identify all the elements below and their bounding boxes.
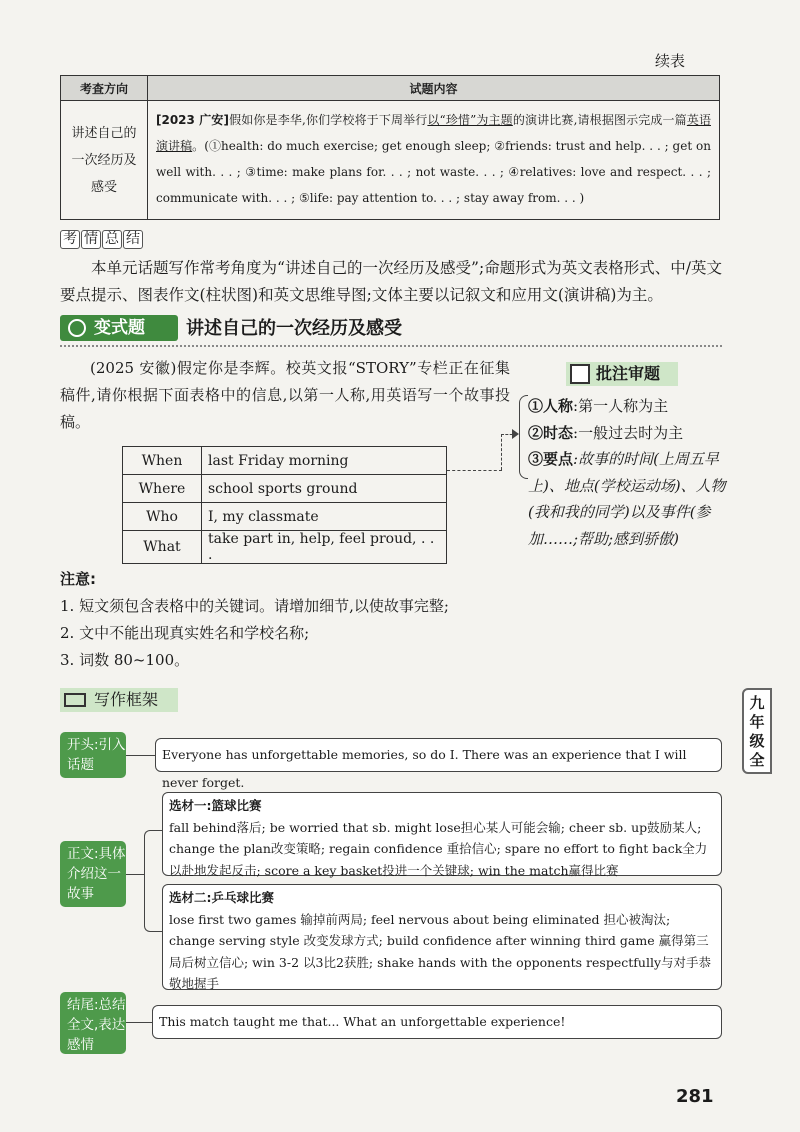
material-1-title: 选材一:篮球比赛	[169, 798, 262, 813]
variant-prompt: (2025 安徽)假定你是李辉。校英文报“STORY”专栏正在征集稿件,请你根据下面表格中的信息,以第一人称,用英语写一个故事投稿。	[60, 359, 510, 431]
grade-tab[interactable]: 九年级全	[742, 688, 772, 774]
row-key: When	[123, 447, 202, 475]
prompt-part-e: 。(①health: do much exercise; get enough sleep; ②friends: trust and help. . . ; get on well with. . . ; ③time: make plans for. . . ; not waste. . . ; ④relatives: love and respect. . . ; communicate with. . . ; ⑤life: pay attention to. . . ; stay away from. . . )	[156, 139, 711, 205]
cube-icon	[68, 319, 86, 337]
note-item: 2. 文中不能出现真实姓名和学校名称;	[60, 624, 310, 642]
material-1-text: fall behind落后; be worried that sb. might lose担心某人可能会输; cheer sb. up鼓励某人; change the plan改变策略; regain confidence 重拾信心; spare no effort to fight back全力以赴地发起反击; score a key basket投进一个关键球; win the match赢得比赛	[169, 819, 708, 878]
prompt-part-a: 假如你是李华,你们学校将于下周举行	[228, 113, 428, 127]
table-row	[123, 503, 447, 531]
body-tag: 正文:具体介绍这一故事	[60, 841, 126, 907]
summary-tag-4: 结	[123, 230, 143, 249]
framework-title-label: 写作框架	[94, 690, 159, 709]
variant-title-bar	[60, 315, 722, 347]
row-value: last Friday morning	[202, 447, 447, 475]
continued-label: 续表	[655, 52, 686, 70]
exam-table	[60, 75, 720, 220]
note-item: 3. 词数 80~100。	[60, 651, 190, 669]
row-key: Where	[123, 475, 202, 503]
page-number: 281	[676, 1086, 714, 1107]
prompt-keyword-theme: 以“珍惜”为主题	[427, 113, 513, 127]
summary-tag-3: 总	[102, 230, 122, 249]
row-value: take part in, help, feel proud, . . .	[202, 531, 447, 564]
opening-tag: 开头:引入话题	[60, 732, 126, 778]
connector	[126, 755, 156, 756]
table-row	[123, 475, 447, 503]
row-key: Who	[123, 503, 202, 531]
content-cell	[148, 101, 720, 220]
row-value: I, my classmate	[202, 503, 447, 531]
connector-h	[447, 470, 502, 471]
opening-box: Everyone has unforgettable memories, so do I. There was an experience that I will never forget.	[155, 738, 722, 772]
ending-box: This match taught me that... What an unforgettable experience!	[152, 1005, 722, 1039]
variant-title: 讲述自己的一次经历及感受	[186, 318, 402, 339]
direction-cell: 讲述自己的一次经历及感受	[61, 101, 148, 220]
summary-tags	[60, 228, 144, 249]
note-item: 1. 短文须包含表格中的关键词。请增加细节,以使故事完整;	[60, 597, 449, 615]
connector-v	[501, 434, 502, 470]
ending-tag: 结尾:总结全文,表达感情	[60, 992, 126, 1054]
notes	[60, 566, 449, 674]
brace	[519, 395, 528, 479]
edit-icon	[570, 364, 590, 384]
annotation-title: 批注审题	[596, 364, 661, 383]
annotation-line-1: ①人称:第一人称为主	[528, 397, 669, 415]
source-label: [2023 广安]	[156, 113, 229, 127]
table-row	[123, 531, 447, 564]
row-value: school sports ground	[202, 475, 447, 503]
variant-tag	[60, 315, 178, 341]
material-2-box	[162, 884, 722, 990]
variant-tag-label: 变式题	[94, 318, 145, 338]
annotation-line-3: ③要点:故事的时间(上周五早上)、地点(学校运动场)、人物(我和我的同学)以及事件(参加……;帮助;感到骄傲)	[528, 450, 726, 548]
summary-tag-2: 情	[81, 230, 101, 249]
diagram-icon	[64, 693, 86, 707]
body-brace	[144, 830, 163, 932]
connector	[126, 874, 144, 875]
material-1-box	[162, 792, 722, 876]
annotation-body	[528, 393, 728, 552]
col-content-header: 试题内容	[148, 76, 720, 101]
material-2-text: lose first two games 输掉前两局; feel nervous about being eliminated 担心被淘汰; change serving style 改变发球方式; build confidence after winning third game 赢得第三局后树立信心; win 3-2 以3比2获胜; shake hands with the opponents respectfully与对手恭敬地握手	[169, 911, 712, 991]
summary-tag-1: 考	[60, 230, 80, 249]
arrow-icon	[512, 429, 519, 439]
notes-title: 注意:	[60, 570, 96, 588]
annotation-line-2: ②时态:一般过去时为主	[528, 423, 684, 442]
framework-title	[60, 688, 178, 712]
material-2-title: 选材二:乒乓球比赛	[169, 890, 274, 905]
row-key: What	[123, 531, 202, 564]
story-info-table	[122, 446, 447, 564]
col-direction-header: 考查方向	[61, 76, 148, 101]
prompt-keyword-speech: 英语演讲稿	[156, 113, 711, 153]
prompt-part-c: 的演讲比赛,请根据图示完成一篇	[512, 113, 687, 127]
summary-text: 本单元话题写作常考角度为“讲述自己的一次经历及感受”;命题形式为英文表格形式、中/英文要点提示、图表作文(柱状图)和英文思维导图;文体主要以记叙文和应用文(演讲稿)为主。	[60, 259, 722, 304]
annotation-header	[566, 362, 678, 386]
table-row	[123, 447, 447, 475]
